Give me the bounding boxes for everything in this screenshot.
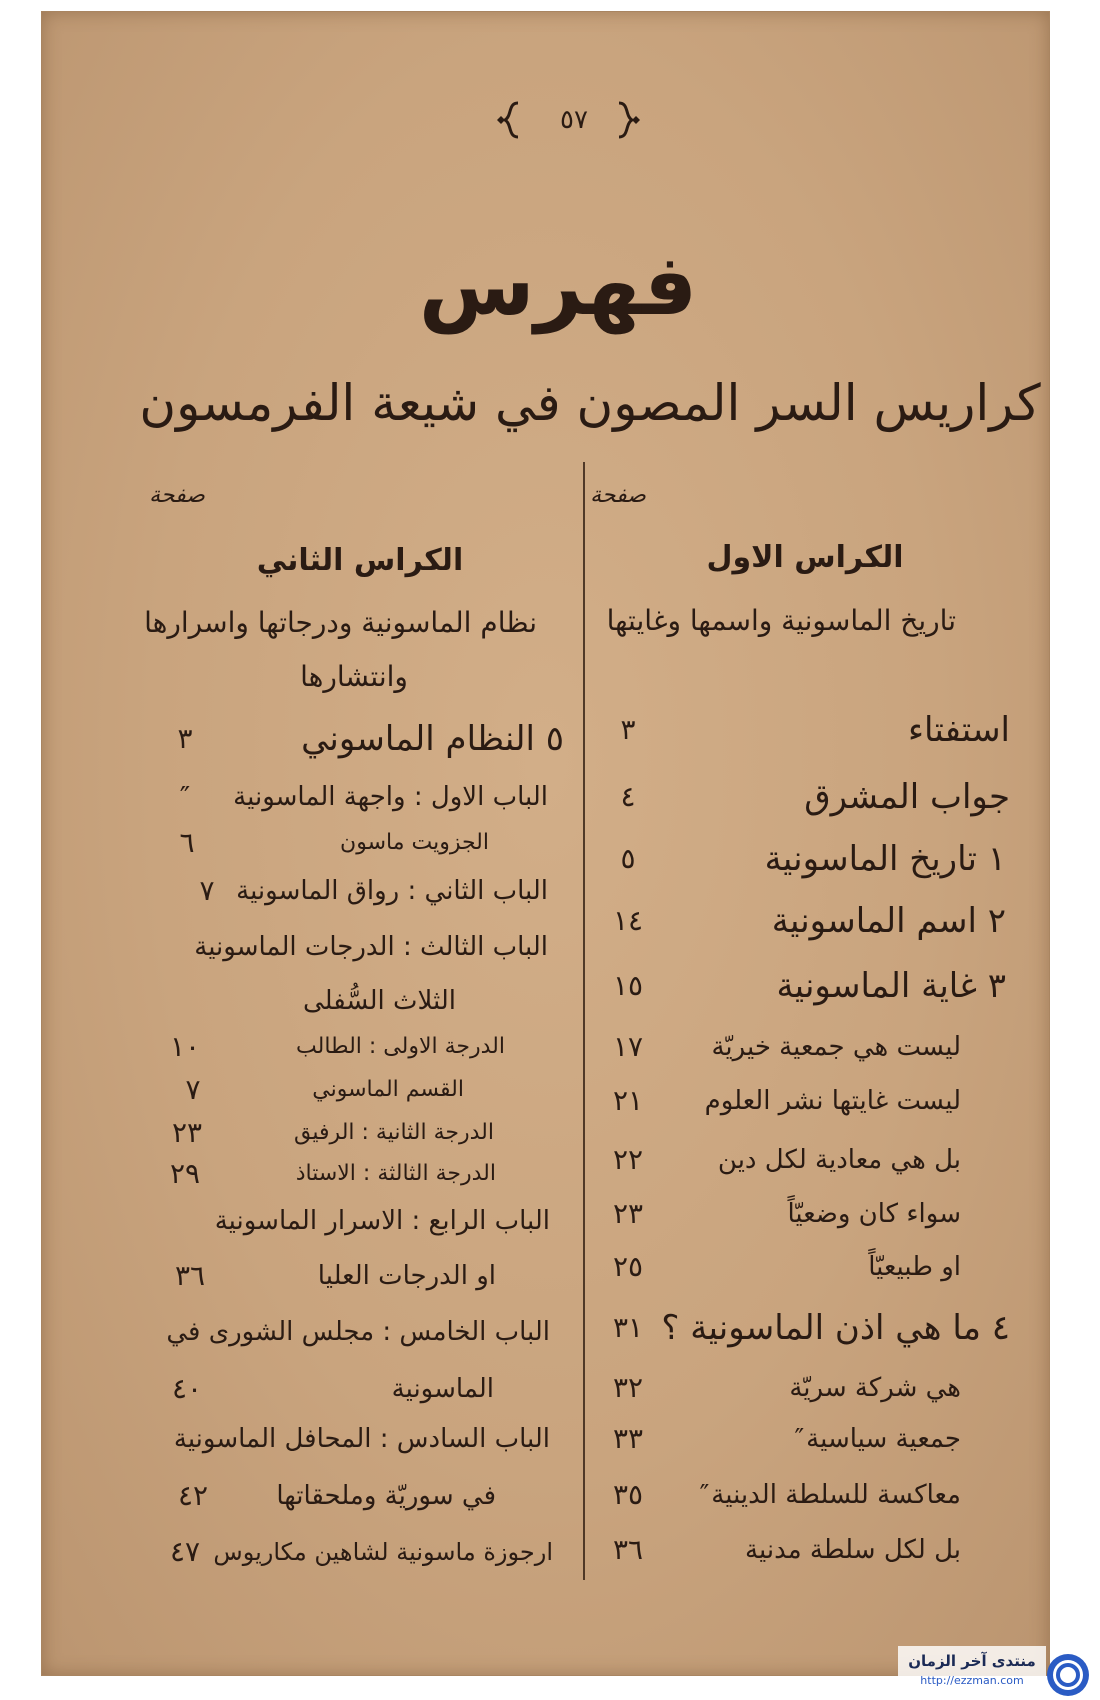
left-column-description-cont: وانتشارها bbox=[300, 660, 408, 693]
toc-entry: ٢ اسم الماسونية bbox=[771, 901, 1006, 941]
watermark-name: منتدى آخر الزمان bbox=[908, 1652, 1036, 1670]
toc-page-number: ١٧ bbox=[612, 1030, 644, 1063]
toc-entry: الباب السادس : المحافل الماسونية bbox=[173, 1424, 550, 1454]
toc-entry: الباب الرابع : الاسرار الماسونية bbox=[214, 1206, 550, 1236]
toc-entry: جواب المشرق bbox=[804, 777, 1010, 817]
toc-page-number: ٣٣ bbox=[612, 1422, 644, 1455]
toc-entry: ارجوزة ماسونية لشاهين مكاريوس bbox=[213, 1538, 553, 1566]
toc-entry: ليست هي جمعية خيريّة bbox=[711, 1032, 961, 1062]
column-divider bbox=[583, 462, 585, 1580]
toc-entry: الماسونية bbox=[391, 1374, 494, 1404]
toc-page-number: ٤٧ bbox=[169, 1535, 201, 1568]
toc-page-number: ٣١ bbox=[612, 1311, 644, 1344]
toc-entry: استفتاء bbox=[908, 710, 1010, 750]
toc-entry-text: جمعية سياسية bbox=[806, 1424, 961, 1454]
toc-page-number: ٤٠ bbox=[171, 1372, 203, 1405]
right-page-label: صفحة bbox=[590, 483, 646, 508]
toc-entry: ١ تاريخ الماسونية bbox=[764, 839, 1006, 879]
ditto-mark: ″ bbox=[794, 1424, 805, 1454]
toc-entry: ٥ النظام الماسوني bbox=[301, 719, 564, 759]
watermark-url: http://ezzman.com bbox=[920, 1674, 1024, 1687]
toc-page-number: ٧ bbox=[199, 874, 215, 907]
toc-entry: ٣ غاية الماسونية bbox=[776, 966, 1006, 1006]
toc-entry: الباب الخامس : مجلس الشورى في bbox=[166, 1317, 550, 1347]
page-number: ٥٧ bbox=[560, 105, 588, 135]
toc-entry: الباب الثاني : رواق الماسونية bbox=[236, 876, 548, 906]
watermark bbox=[898, 1646, 1046, 1696]
toc-page-number: ٦ bbox=[179, 826, 195, 859]
toc-entry bbox=[794, 1421, 961, 1457]
toc-entry bbox=[700, 1477, 961, 1513]
toc-page-number: ٢٣ bbox=[171, 1116, 203, 1149]
toc-page-number: ١٥ bbox=[612, 969, 644, 1002]
right-column-description: تاريخ الماسونية واسمها وغايتها bbox=[606, 604, 956, 637]
toc-page-number: ٤٢ bbox=[177, 1479, 209, 1512]
ornament-right-icon bbox=[613, 100, 641, 140]
toc-page-number: ٣ bbox=[177, 722, 193, 755]
forum-logo-icon bbox=[1046, 1653, 1090, 1697]
toc-page-number: ٧ bbox=[185, 1073, 201, 1106]
left-column-heading: الكراس الثاني bbox=[256, 543, 464, 578]
toc-entry: هي شركة سريّة bbox=[789, 1373, 961, 1403]
toc-page-number: ٢٥ bbox=[612, 1250, 644, 1283]
toc-entry: ليست غايتها نشر العلوم bbox=[704, 1086, 961, 1116]
toc-entry: الباب الاول : واجهة الماسونية bbox=[233, 782, 548, 812]
toc-entry: الدرجة الاولى : الطالب bbox=[296, 1034, 505, 1059]
ditto-mark: ″ bbox=[179, 780, 191, 813]
toc-entry: في سوريّة وملحقاتها bbox=[276, 1481, 496, 1511]
left-column-description: نظام الماسونية ودرجاتها واسرارها bbox=[144, 606, 537, 639]
toc-entry: او الدرجات العليا bbox=[317, 1261, 496, 1291]
book-subtitle: كراريس السر المصون في شيعة الفرمسون bbox=[139, 374, 1041, 432]
left-page-label: صفحة bbox=[149, 483, 205, 508]
toc-entry: الدرجة الثانية : الرفيق bbox=[294, 1120, 494, 1145]
ornament-left-icon bbox=[496, 100, 524, 140]
toc-entry: الدرجة الثالثة : الاستاذ bbox=[295, 1161, 496, 1186]
toc-page-number: ٣٢ bbox=[612, 1371, 644, 1404]
toc-page-number: ٢١ bbox=[612, 1084, 644, 1117]
toc-entry: بل لكل سلطة مدنية bbox=[745, 1535, 961, 1565]
right-column-heading: الكراس الاول bbox=[706, 540, 904, 575]
toc-entry: بل هي معادية لكل دين bbox=[717, 1145, 961, 1175]
toc-entry: سواء كان وضعيّاً bbox=[787, 1199, 961, 1229]
toc-entry: القسم الماسوني bbox=[312, 1077, 464, 1102]
toc-entry: الجزويت ماسون bbox=[340, 830, 489, 855]
toc-page-number: ٢٣ bbox=[612, 1197, 644, 1230]
toc-entry-text: معاكسة للسلطة الدينية bbox=[711, 1480, 961, 1510]
toc-page-number: ١٤ bbox=[612, 904, 644, 937]
toc-page-number: ٣ bbox=[620, 713, 636, 746]
toc-page-number: ٣٦ bbox=[174, 1259, 206, 1292]
toc-page-number: ٢٩ bbox=[169, 1157, 201, 1190]
toc-page-number: ٣٦ bbox=[612, 1533, 644, 1566]
toc-entry: الباب الثالث : الدرجات الماسونية bbox=[194, 932, 548, 962]
page-title: فهرس bbox=[418, 236, 698, 334]
toc-page-number: ٤ bbox=[620, 780, 636, 813]
toc-page-number: ٢٢ bbox=[612, 1143, 644, 1176]
toc-entry: الثلاث السُّفلى bbox=[302, 986, 456, 1016]
toc-page-number: ٣٥ bbox=[612, 1478, 644, 1511]
toc-entry: او طبيعيّاً bbox=[868, 1252, 961, 1282]
toc-page-number: ١٠ bbox=[169, 1030, 201, 1063]
ditto-mark: ″ bbox=[699, 1480, 710, 1510]
toc-entry: ٤ ما هي اذن الماسونية ؟ bbox=[661, 1308, 1010, 1348]
toc-page-number: ٥ bbox=[620, 842, 636, 875]
